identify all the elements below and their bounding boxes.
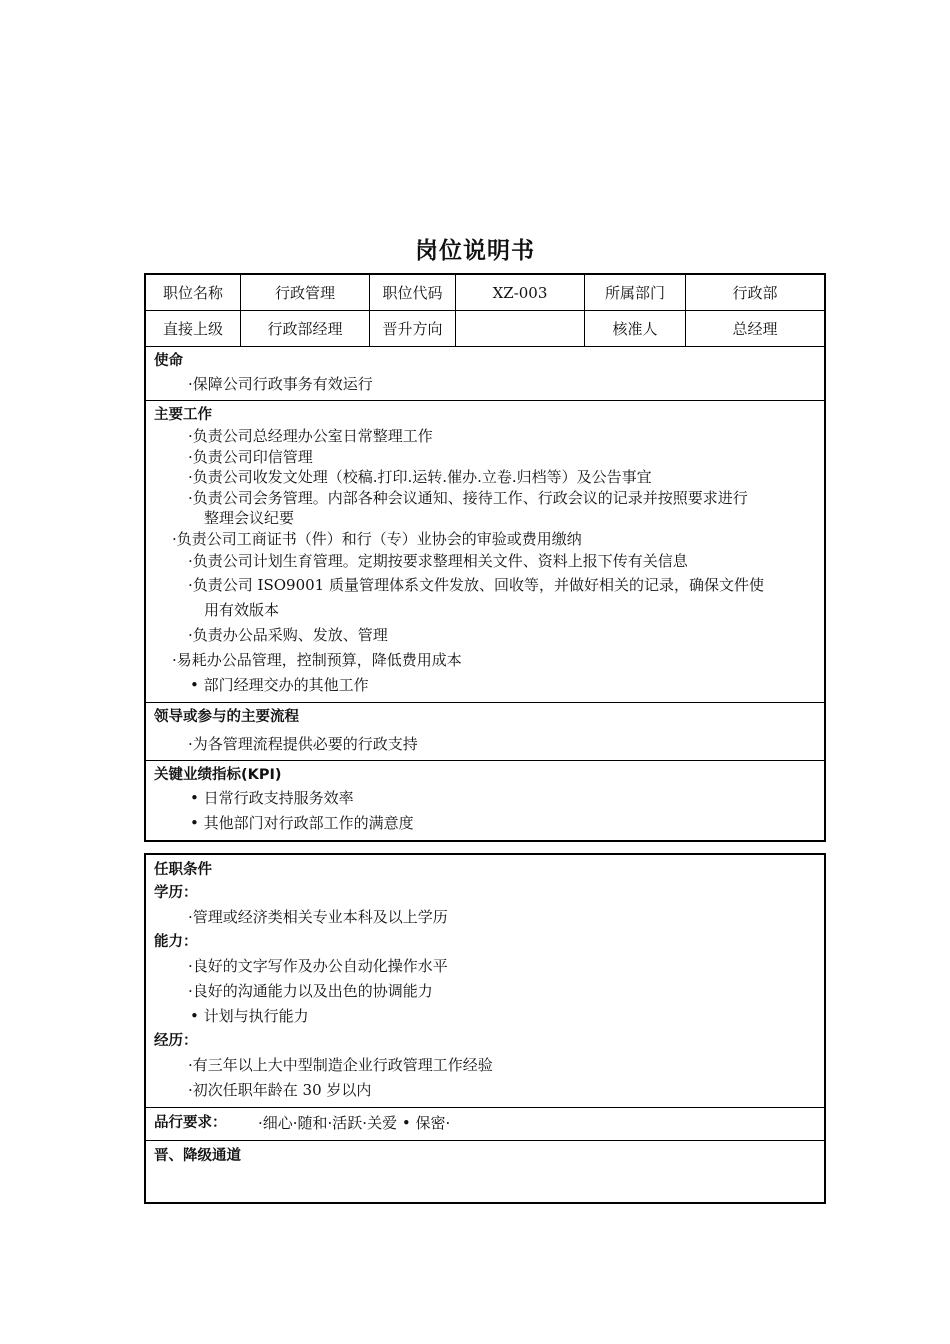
value-promotion-direction — [456, 311, 585, 346]
list-item: ·负责办公品采购、发放、管理 — [188, 626, 388, 644]
process-title: 领导或参与的主要流程 — [154, 709, 299, 725]
label-job-code: 职位代码 — [370, 275, 456, 310]
value-job-code: XZ-003 — [456, 275, 585, 310]
list-item: ·负责公司总经理办公室日常整理工作 — [188, 427, 433, 445]
duties-title: 主要工作 — [154, 407, 212, 423]
duties-section — [146, 401, 824, 703]
value-job-name: 行政管理 — [241, 275, 370, 310]
list-item-continued: 整理会议纪要 — [204, 509, 295, 527]
list-item: ·负责公司收发文处理（校稿.打印.运转.催办.立卷.归档等）及公告事宜 — [188, 468, 652, 486]
list-item: • 日常行政支持服务效率 — [190, 789, 354, 807]
list-item: • 部门经理交办的其他工作 — [190, 676, 369, 694]
education-label: 学历： — [154, 885, 198, 901]
value-supervisor: 行政部经理 — [241, 311, 370, 346]
value-approver: 总经理 — [732, 320, 778, 338]
list-item: ·良好的文字写作及办公自动化操作水平 — [188, 957, 448, 975]
process-section — [146, 703, 824, 761]
conduct-label: 品行要求： — [154, 1115, 227, 1131]
mission-title: 使命 — [154, 353, 183, 369]
label-promotion-direction: 晋升方向 — [370, 311, 456, 346]
list-item: ·负责公司 ISO9001 质量管理体系文件发放、回收等，并做好相关的记录，确保文件使 — [188, 576, 764, 594]
list-item: ·负责公司印信管理 — [188, 447, 313, 466]
list-item: ·初次任职年龄在 30 岁以内 — [188, 1081, 372, 1099]
qualifications-table — [144, 853, 826, 1204]
list-item: ·保障公司行政事务有效运行 — [188, 375, 373, 393]
kpi-section — [146, 761, 824, 840]
promotion-section — [146, 1141, 824, 1202]
page-title: 岗位说明书 — [415, 238, 535, 264]
list-item: ·负责公司工商证书（件）和行（专）业协会的审验或费用缴纳 — [172, 529, 582, 548]
list-item: ·负责公司会务管理。内部各种会议通知、接待工作、行政会议的记录并按照要求进行 — [188, 488, 748, 507]
qualifications-title: 任职条件 — [154, 862, 212, 878]
experience-label: 经历： — [154, 1033, 198, 1049]
mission-section — [146, 347, 824, 401]
list-item: ·管理或经济类相关专业本科及以上学历 — [188, 908, 448, 926]
conduct-section — [146, 1108, 824, 1141]
header-row-2 — [146, 311, 824, 347]
qualifications-section — [146, 855, 824, 1108]
ability-label: 能力： — [154, 934, 198, 950]
label-department: 所属部门 — [585, 275, 686, 310]
label-approver: 核准人 — [585, 311, 686, 346]
list-item: ·有三年以上大中型制造企业行政管理工作经验 — [188, 1056, 493, 1074]
kpi-title: 关键业绩指标(KPI) — [154, 767, 282, 783]
header-row-1 — [146, 275, 824, 311]
job-info-table — [144, 273, 826, 842]
list-item: ·负责公司计划生育管理。定期按要求整理相关文件、资料上报下传有关信息 — [188, 552, 688, 570]
promotion-title: 晋、降级通道 — [154, 1148, 241, 1164]
conduct-value: ·细心·随和·活跃·关爱 • 保密· — [258, 1113, 451, 1132]
list-item: ·易耗办公品管理，控制预算，降低费用成本 — [172, 651, 462, 669]
list-item: • 其他部门对行政部工作的满意度 — [190, 814, 414, 832]
list-item: • 计划与执行能力 — [190, 1007, 309, 1025]
list-item-continued: 用有效版本 — [204, 601, 280, 619]
label-supervisor: 直接上级 — [146, 311, 241, 346]
list-item: ·为各管理流程提供必要的行政支持 — [188, 735, 418, 753]
list-item: ·良好的沟通能力以及出色的协调能力 — [188, 982, 433, 1000]
label-job-name: 职位名称 — [146, 275, 241, 310]
value-department: 行政部 — [732, 284, 778, 302]
